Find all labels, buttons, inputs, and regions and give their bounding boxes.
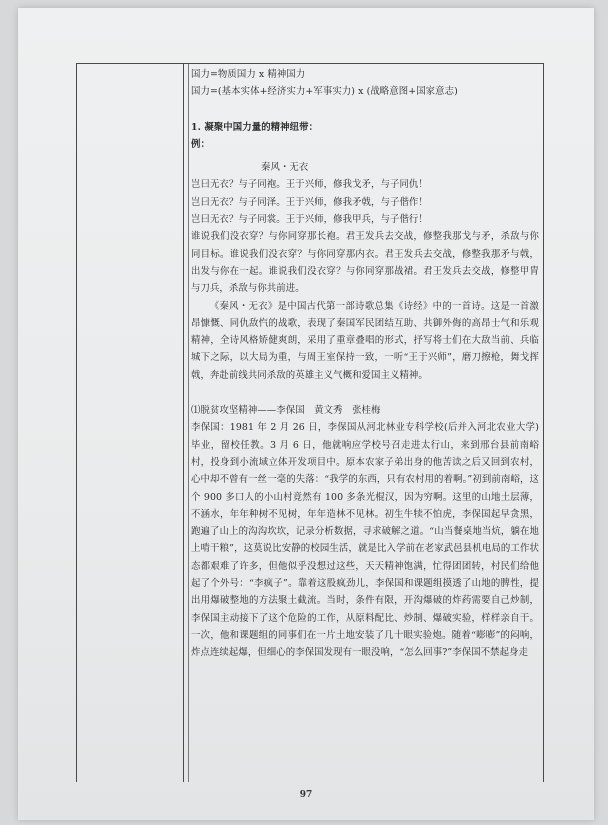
section-heading: 1. 凝聚中国力量的精神纽带： — [191, 121, 319, 133]
content-table — [76, 63, 544, 782]
poem-line: 岂曰无衣？与子同泽。王于兴师，修我矛戟，与子偕作！ — [191, 196, 428, 208]
table-column-divider — [183, 64, 184, 782]
document-page — [18, 8, 594, 820]
formula-line-1: 国力=物质国力 x 精神国力 — [191, 69, 306, 80]
story-body: 李保国：1981 年 2 月 26 日，李保国从河北林业专科学校(后并入河北农业大学)毕业，留校任教。3 月 6 日，他就响应学校号召走进太行山，来到邢台县前南峪村，投身到小流域立体开发项目中。原本农家子弟出身的他苦读之后又回到农村，心中却不曾有一丝一毫的失落：“我学的东西，只有农村用的着啊。”初到前南峪，这个 900 多口人的小山村竟然有 100 多条光棍汉，因为穷啊。这里的山地土层薄，不涵水，年年种树不见树，年年造林不见林。初生牛犊不怕虎，李保国起早贪黑，跑遍了山上的沟沟坎坎，记录分析数据，寻求破解之道。“山当餐桌地当炕，躺在地上啃干粮”，这莫说比安静的校园生活，就是比入学前在老家武邑县机电局的工作状态都艰难了许多，但他似乎没想过这些，天天精神饱满，忙得团团转，村民们给他起了个外号：“李疯子”。靠着这股疯劲儿，李保国和课题组摸透了山地的脾性，提出用爆破整地的方法聚土截流。当时，条件有限，开沟爆破的炸药需要自己炒制，李保国主动接下了这个危险的工作，从原料配比、炒制、爆破实验，样样亲自干。一次，他和课题组的同事们在一片土地安装了几十眼实验炮。随着“嘭嘭”的闷响，炸点连续起爆，但细心的李保国发现有一眼没响，“怎么回事?”李保国不禁起身走 — [191, 422, 539, 659]
formula-line-2: 国力=(基本实体+经济实力+军事实力) x (战略意图+国家意志) — [191, 86, 458, 98]
example-label: 例： — [191, 138, 210, 150]
table-content-cell — [191, 66, 539, 662]
story-heading: ⑴脱贫攻坚精神——李保国 黄文秀 张桂梅 — [191, 405, 381, 417]
poem-line: 岂曰无衣？与子同裳。王于兴师，修我甲兵，与子偕行！ — [191, 214, 428, 226]
poem-title: 秦风・无衣 — [261, 162, 309, 174]
poem-line: 岂曰无衣？与子同袍。王于兴师，修我戈矛，与子同仇！ — [191, 179, 428, 191]
poem-commentary: 《秦风・无衣》是中国古代第一部诗歌总集《诗经》中的一首诗。这是一首激昂慷慨、同仇敌忾的战歌，表现了秦国军民团结互助、共御外侮的高昂士气和乐观精神，全诗风格矫健爽朗，采用了重章叠唱的形式，抒写将士们在大敌当前、兵临城下之际，以大局为重，与周王室保持一致，一听“王于兴师”，磨刀擦枪，舞戈挥戟，奔赴前线共同杀敌的英雄主义气概和爱国主义精神。 — [191, 300, 539, 381]
page-number: 97 — [299, 790, 313, 800]
table-column-divider-inner — [188, 64, 189, 782]
poem-translation: 谁说我们没衣穿？与你同穿那长袍。君王发兵去交战，修整我那戈与矛，杀敌与你同目标。谁说我们没衣穿？与你同穿那内衣。君王发兵去交战，修整我那矛与戟，出发与你在一起。谁说我们没衣穿？与你同穿那战裙。君王发兵去交战，修整甲胄与刀兵，杀敌与你共前进。 — [191, 231, 539, 295]
